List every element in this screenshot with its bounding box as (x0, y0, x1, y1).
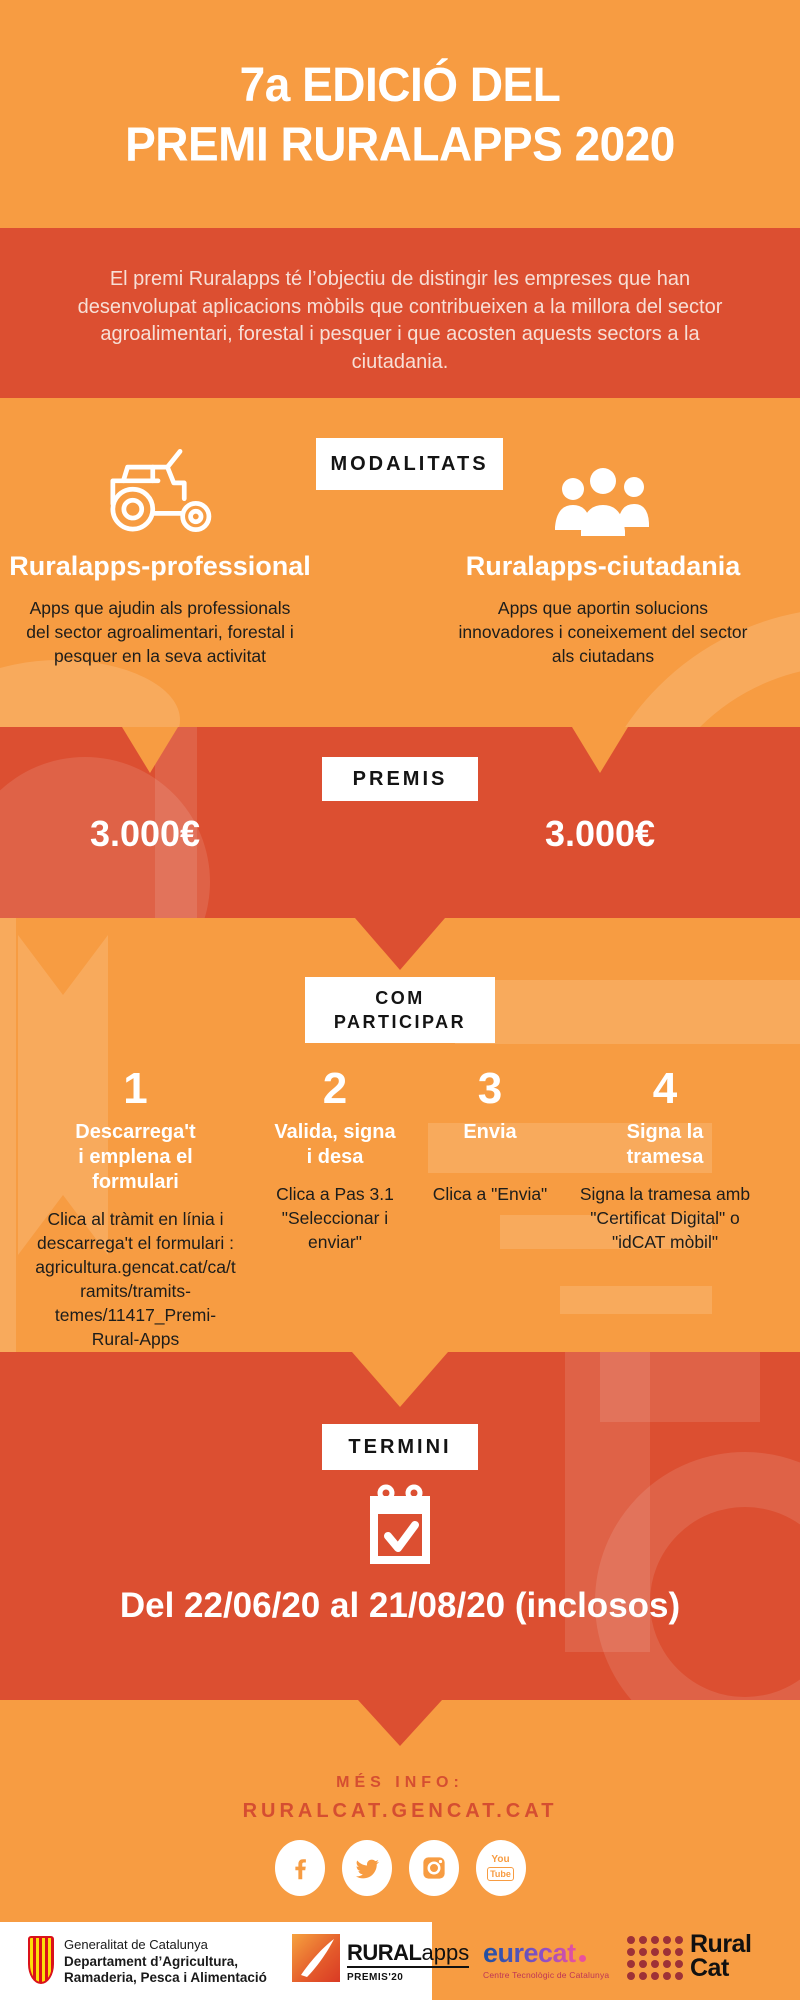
partner-logos (0, 1922, 800, 2000)
people-icon (546, 460, 656, 542)
intro-paragraph: El premi Ruralapps té l’objectiu de distingir les empreses que han desenvolupat aplicacions mòbils que contribueixen a la millora del sector agroalimentari, forestal i pesquer i que acosten aquests sectors a la ciutadania. (77, 268, 723, 373)
step-4 (575, 1066, 755, 1254)
watermark-blob (0, 660, 180, 727)
step-1-title: Descarrega't i emplena el formulari (75, 1121, 196, 1193)
ruralapps-logo-wordmark: RURALapps (347, 1942, 469, 1968)
facebook-icon[interactable] (275, 1840, 325, 1896)
twitter-icon[interactable] (342, 1840, 392, 1896)
more-info-label: MÉS INFO: (336, 1774, 464, 1791)
section-termini (0, 1352, 800, 1700)
watermark-bar (0, 918, 16, 1352)
section-footer (0, 1700, 800, 2000)
section-modalitats (0, 398, 800, 727)
generalitat-logo-text: Generalitat de Catalunya Departament d’Agricultura, Ramaderia, Pesca i Alimentació (64, 1937, 267, 1985)
arrow-down-red (358, 1700, 442, 1746)
step-1-number: 1 (123, 1064, 148, 1113)
section-header (0, 0, 800, 228)
step-4-title: Signa la tramesa (626, 1121, 704, 1168)
more-info-url[interactable]: RURALCAT.GENCAT.CAT (242, 1800, 558, 1822)
notch-professional (122, 727, 178, 773)
watermark-notch (18, 935, 108, 995)
step-1-description[interactable]: Clica al tràmit en línia i descarrega't el formulari : agricultura.gencat.cat/ca/tramits/tramits-temes/11417_Premi-Rural-Apps (35, 1209, 236, 1349)
page-title (0, 0, 800, 174)
section-participation (0, 918, 800, 1352)
step-2-number: 2 (322, 1064, 348, 1113)
watermark-band (560, 1286, 712, 1314)
ruralcat-dots-icon (627, 1936, 683, 1980)
step-3-title: Envia (463, 1121, 517, 1143)
prize-ciutadania: 3.000€ (544, 813, 656, 854)
notch-ciutadania (572, 727, 628, 773)
section-premis (0, 727, 800, 918)
modality-ciutadania-title: Ruralapps-ciutadania (465, 551, 741, 581)
modality-professional-title: Ruralapps-professional (9, 551, 311, 581)
instagram-icon[interactable] (409, 1840, 459, 1896)
section-intro (0, 228, 800, 398)
step-3-number: 3 (477, 1064, 503, 1113)
participation-label-line1: COM (375, 988, 425, 1008)
eurecat-dot-icon (579, 1955, 586, 1962)
prize-professional: 3.000€ (89, 813, 201, 854)
participation-label-line2: PARTICIPAR (333, 1012, 467, 1032)
premis-label: PREMIS (322, 757, 478, 801)
calendar-check-icon (368, 1482, 432, 1568)
termini-label: TERMINI (322, 1424, 478, 1470)
arrow-down-orange (352, 1352, 448, 1407)
deadline-dates: Del 22/06/20 al 21/08/20 (inclosos) (119, 1586, 681, 1625)
generalitat-shield-icon (28, 1936, 54, 1984)
step-2-title: Valida, signa i desa (274, 1121, 396, 1168)
ruralcat-logo-text: Rural Cat (690, 1930, 752, 1982)
step-2 (255, 1066, 415, 1254)
modality-professional-description: Apps que ajudin als professionals del sector agroalimentari, forestal i pesquer en la seva activitat (26, 598, 294, 666)
step-3-description: Clica a "Envia" (432, 1184, 548, 1204)
participation-label (305, 977, 495, 1043)
watermark-bar (600, 1352, 760, 1422)
ruralapps-logo-icon (292, 1934, 340, 1982)
eurecat-logo: eurecat Centre Tecnològic de Catalunya (483, 1938, 610, 1980)
youtube-icon[interactable]: You Tube (476, 1840, 526, 1896)
step-1 (33, 1066, 238, 1351)
page-title-line1: 7a EDICIÓ DEL (239, 56, 561, 112)
step-4-number: 4 (652, 1064, 678, 1113)
watermark-ring (595, 1452, 800, 1700)
watermark-band (455, 980, 800, 1044)
tractor-icon (95, 434, 221, 536)
ruralapps-logo-subtitle: PREMIS'20 (347, 1972, 404, 1983)
step-4-description: Signa la tramesa amb "Certificat Digital" o "idCAT mòbil" (579, 1184, 751, 1252)
modalitats-label: MODALITATS (316, 438, 503, 490)
modality-ciutadania-description: Apps que aportin solucions innovadores i coneixement del sector als ciutadans (458, 598, 748, 666)
page-title-line2: PREMI RURALAPPS 2020 (125, 116, 675, 172)
arrow-down-red (355, 918, 445, 970)
social-links (0, 1840, 800, 1896)
step-2-description: Clica a Pas 3.1 "Seleccionar i enviar" (276, 1184, 394, 1252)
step-3 (420, 1066, 560, 1206)
